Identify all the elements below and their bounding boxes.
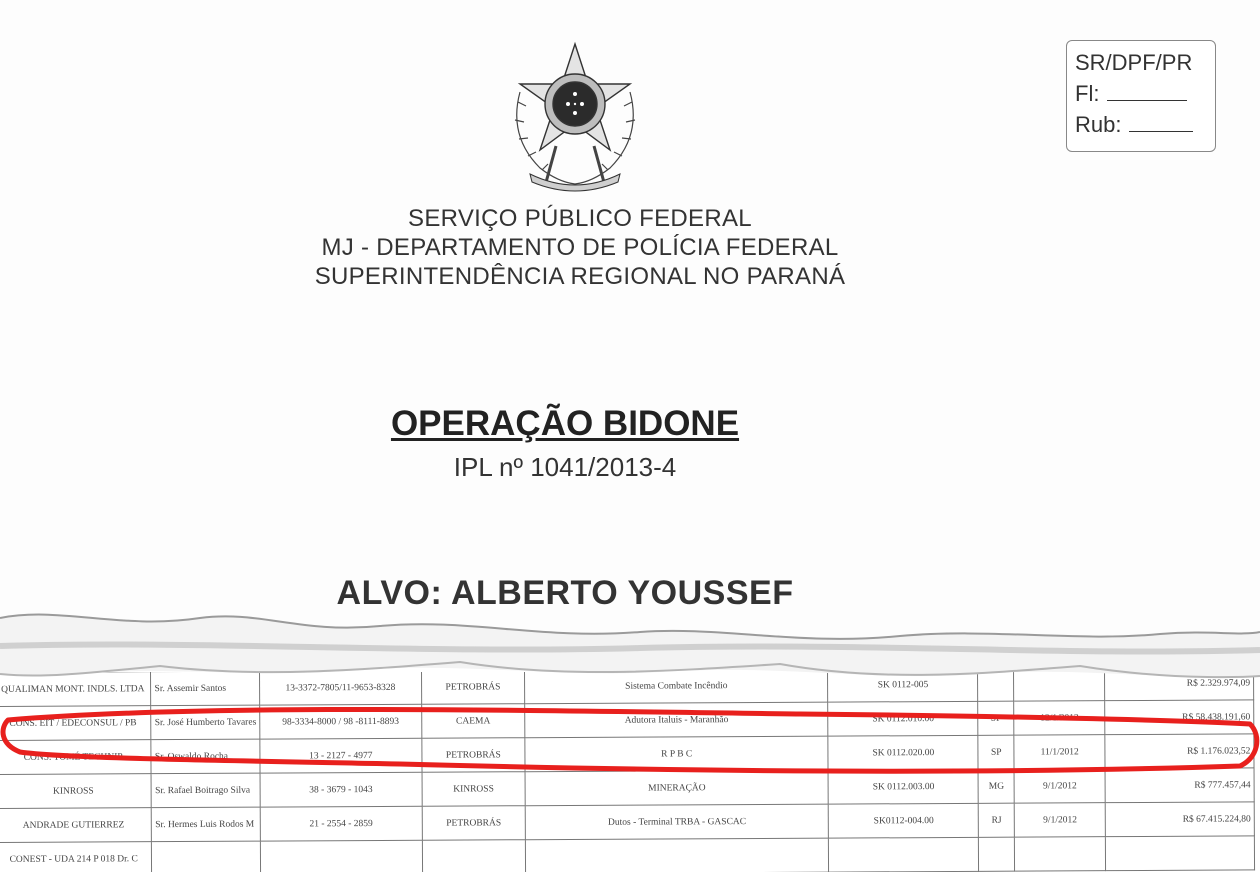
value-cell: R$ 1.176.023,52 — [1105, 734, 1254, 769]
date-cell — [1015, 837, 1106, 871]
project-cell: Adutora Italuis - Maranhão — [525, 702, 829, 738]
spreadsheet-clipping — [0, 672, 1260, 872]
value-cell: R$ 67.415.224,80 — [1105, 802, 1254, 837]
code-cell: SK 0112.010.00 — [828, 701, 978, 736]
code-cell: SK 0112.003.00 — [828, 769, 978, 804]
phone-cell: 98-3334-8000 / 98 -8111-8893 — [260, 704, 422, 739]
state-cell: SP — [978, 701, 1014, 735]
company-cell: KINROSS — [0, 774, 152, 809]
phone-cell: 13-3372-7805/11-9653-8328 — [259, 672, 421, 705]
phone-cell: 13 - 2127 - 4977 — [260, 738, 422, 773]
ipl-number: IPL nº 1041/2013-4 — [453, 452, 677, 482]
value-cell: R$ 2.329.974,09 — [1105, 672, 1254, 701]
project-cell: R P B C — [525, 736, 829, 772]
state-cell: MG — [978, 769, 1014, 803]
state-cell: SP — [978, 735, 1014, 769]
date-cell: 9/1/2012 — [1014, 769, 1105, 803]
project-cell: Dutos - Terminal TRBA - GASCAC — [525, 804, 829, 840]
code-cell: SK0112-004.00 — [829, 803, 979, 838]
contact-cell: Sr. Hermes Luis Rodos M — [152, 807, 261, 842]
contact-cell: Sr. Oswaldo Rocha — [151, 739, 260, 774]
protocol-stamp — [1066, 40, 1216, 152]
project-cell — [525, 838, 829, 872]
stamp-unit: SR/DPF/PR — [1075, 50, 1193, 75]
agency-header — [0, 204, 1160, 291]
client-cell: KINROSS — [422, 772, 526, 807]
brazil-coat-of-arms-icon — [500, 36, 650, 196]
contact-cell: Sr. Rafael Boitrago Silva — [151, 773, 260, 808]
date-cell: 9/1/2012 — [1014, 803, 1105, 837]
value-cell: R$ 777.457,44 — [1105, 768, 1254, 803]
torn-paper-edge — [0, 596, 1260, 696]
project-cell: MINERAÇÃO — [525, 770, 829, 806]
company-cell: CONEST - UDA 214 P 018 Dr. C — [0, 842, 152, 872]
client-cell: PETROBRÁS — [422, 806, 526, 841]
date-cell: 12/1/2012 — [1014, 701, 1105, 735]
code-cell: SK 0112-005 — [828, 672, 978, 702]
phone-cell: 38 - 3679 - 1043 — [260, 772, 422, 807]
value-cell — [1106, 836, 1255, 871]
client-cell: PETROBRÁS — [422, 738, 526, 773]
header-line-1: SERVIÇO PÚBLICO FEDERAL — [408, 205, 752, 232]
state-cell — [979, 837, 1015, 871]
client-cell: PETROBRÁS — [421, 672, 525, 704]
table-row — [0, 836, 1255, 872]
operation-title: OPERAÇÃO BIDONE — [390, 404, 740, 443]
phone-cell: 21 - 2554 - 2859 — [260, 806, 422, 841]
contact-cell: Sr. Assemir Santos — [151, 672, 260, 706]
header-line-3: SUPERINTENDÊNCIA REGIONAL NO PARANÁ — [314, 263, 846, 290]
date-cell: 11/1/2012 — [1014, 735, 1105, 769]
stamp-rubric-label: Rub: — [1075, 112, 1122, 137]
company-cell: CONS. EIT / EDECONSUL / PB — [0, 706, 151, 741]
company-cell: CONS. TOMÉ TECHNIP — [0, 740, 151, 775]
contact-cell — [152, 841, 261, 872]
header-line-2: MJ - DEPARTAMENTO DE POLÍCIA FEDERAL — [321, 234, 839, 261]
company-cell: QUALIMAN MONT. INDLS. LTDA — [0, 672, 151, 706]
contracts-table — [0, 672, 1255, 872]
company-cell: ANDRADE GUTIERREZ — [0, 808, 152, 843]
project-cell: Sistema Combate Incêndio — [525, 672, 829, 704]
target-title: ALVO: ALBERTO YOUSSEF — [336, 574, 794, 612]
code-cell: SK 0112.020.00 — [828, 735, 978, 770]
state-cell: RJ — [979, 803, 1015, 837]
client-cell: CAEMA — [421, 704, 525, 739]
contact-cell: Sr. José Humberto Tavares — [151, 705, 260, 740]
stamp-rubric-row — [1075, 109, 1215, 140]
code-cell — [829, 837, 979, 872]
value-cell: R$ 58.438.191,60 — [1105, 700, 1254, 735]
phone-cell — [260, 840, 422, 872]
stamp-folio-row — [1075, 78, 1215, 109]
client-cell — [422, 840, 526, 872]
stamp-folio-label: Fl: — [1075, 81, 1100, 106]
